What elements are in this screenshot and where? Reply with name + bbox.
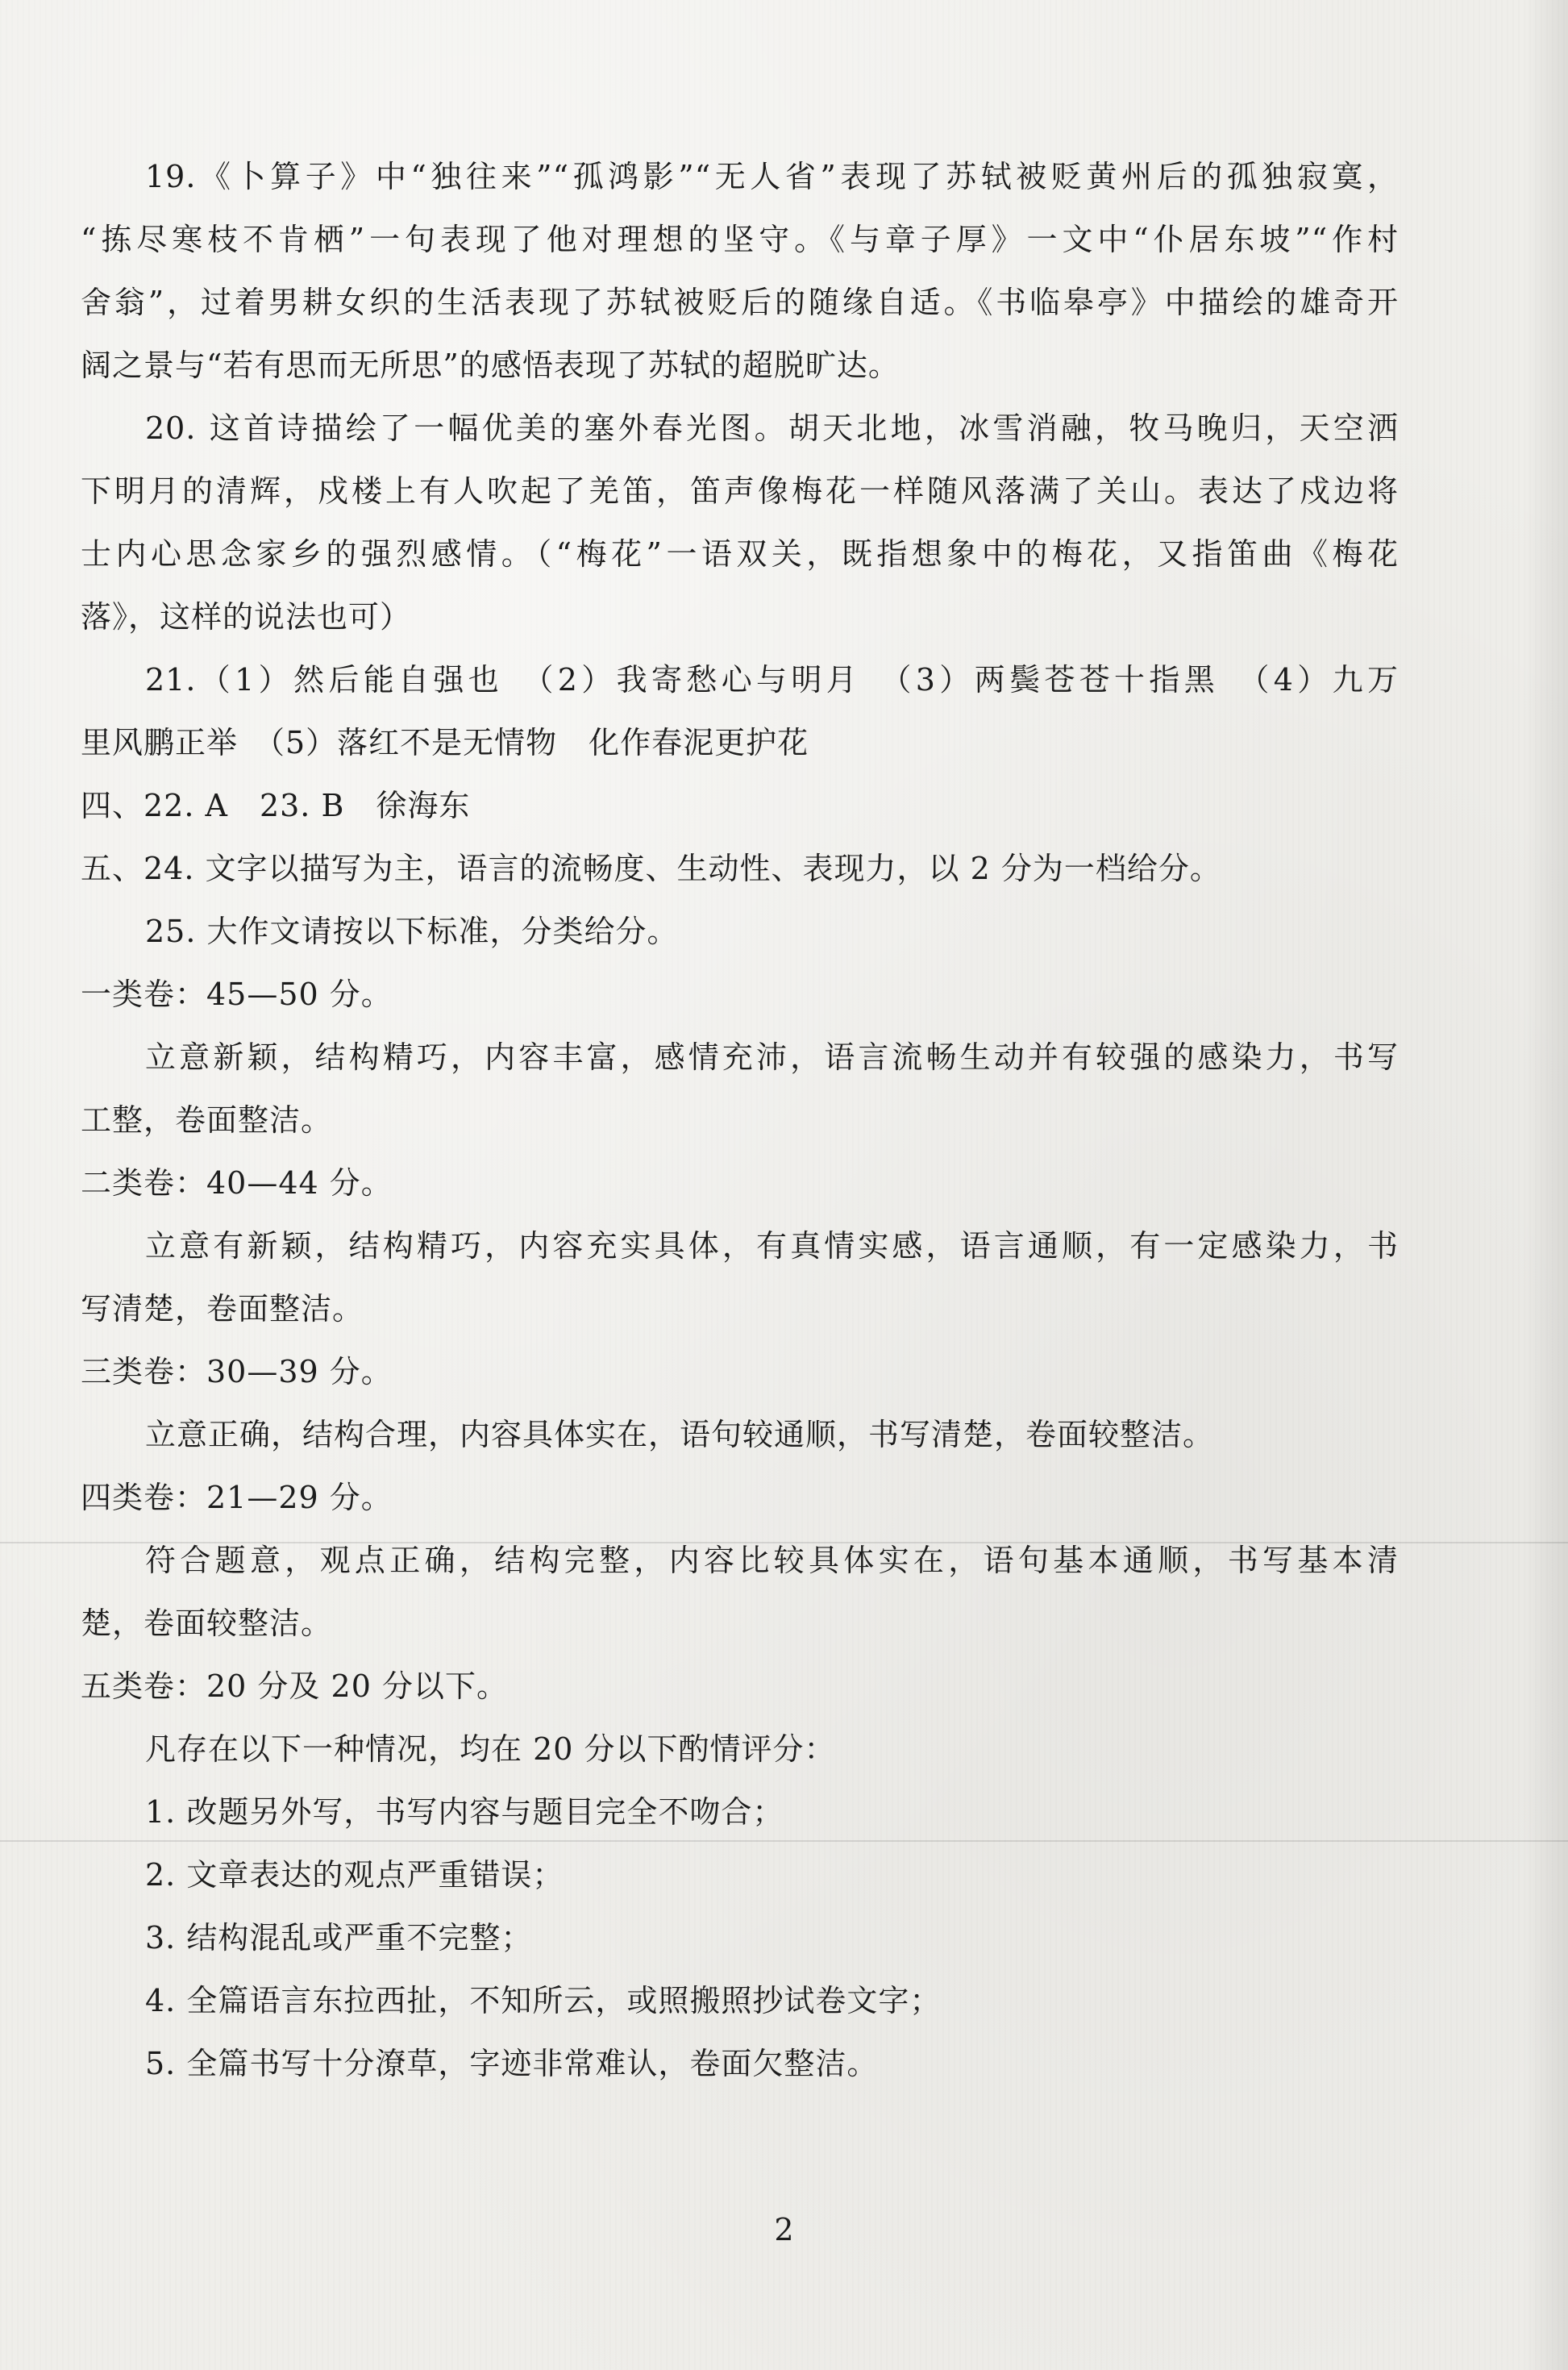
text-line: 士内心思念家乡的强烈感情。（“梅花”一语双关，既指想象中的梅花，又指笛曲《梅花 [81, 536, 1399, 572]
text-line: 四、22. A 23. B 徐海东 [81, 788, 471, 823]
text-line: 立意正确，结构合理，内容具体实在，语句较通顺，书写清楚，卷面较整洁。 [145, 1417, 1215, 1452]
text-line: 楚，卷面较整洁。 [81, 1606, 333, 1641]
text-line: 写清楚，卷面整洁。 [81, 1291, 364, 1327]
text-line: 舍翁”，过着男耕女织的生活表现了苏轼被贬后的随缘自适。《书临皋亭》中描绘的雄奇开 [81, 285, 1399, 320]
text-line: 立意有新颖，结构精巧，内容充实具体，有真情实感，语言通顺，有一定感染力，书 [145, 1228, 1399, 1264]
list-item: 4. 全篇语言东拉西扯，不知所云，或照搬照抄试卷文字； [145, 1983, 942, 2018]
grade-category-heading: 四类卷：21—29 分。 [81, 1480, 393, 1515]
text-line: 凡存在以下一种情况，均在 20 分以下酌情评分： [145, 1731, 836, 1767]
grade-category-heading: 一类卷：45—50 分。 [81, 977, 393, 1012]
text-line: 立意新颖，结构精巧，内容丰富，感情充沛，语言流畅生动并有较强的感染力，书写 [145, 1039, 1399, 1075]
text-line: 阔之景与“若有思而无所思”的感悟表现了苏轼的超脱旷达。 [81, 348, 900, 383]
list-item: 3. 结构混乱或严重不完整； [145, 1920, 533, 1956]
grade-category-heading: 二类卷：40—44 分。 [81, 1165, 393, 1201]
text-line: 符合题意，观点正确，结构完整，内容比较具体实在，语句基本通顺，书写基本清 [145, 1543, 1399, 1578]
text-line: 五、24. 文字以描写为主，语言的流畅度、生动性、表现力，以 2 分为一档给分。 [81, 851, 1221, 886]
text-line: 里风鹏正举 （5）落红不是无情物 化作春泥更护花 [81, 725, 809, 760]
text-line: 下明月的清辉，戍楼上有人吹起了羌笛，笛声像梅花一样随风落满了关山。表达了戍边将 [81, 473, 1399, 509]
text-line: 21.（1）然后能自强也 （2）我寄愁心与明月 （3）两鬓苍苍十指黑 （4）九万 [145, 662, 1399, 698]
text-line: 工整，卷面整洁。 [81, 1102, 333, 1138]
list-item: 2. 文章表达的观点严重错误； [145, 1857, 564, 1893]
text-line: 20. 这首诗描绘了一幅优美的塞外春光图。胡天北地，冰雪消融，牧马晚归，天空洒 [145, 410, 1399, 446]
text-line: 19.《卜算子》中“独往来”“孤鸿影”“无人省”表现了苏轼被贬黄州后的孤独寂寞， [145, 159, 1399, 194]
page-edge-shadow [1524, 0, 1568, 2370]
list-item: 5. 全篇书写十分潦草，字迹非常难认，卷面欠整洁。 [145, 2046, 879, 2081]
text-line: “拣尽寒枝不肯栖”一句表现了他对理想的坚守。《与章子厚》一文中“仆居东坡”“作村 [81, 222, 1399, 257]
text-line: 落》，这样的说法也可） [81, 599, 412, 635]
answer-key-content [81, 145, 1399, 2095]
list-item: 1. 改题另外写，书写内容与题目完全不吻合； [145, 1794, 784, 1830]
grade-category-heading: 五类卷：20 分及 20 分以下。 [81, 1668, 508, 1704]
page-number: 2 [774, 2212, 794, 2247]
text-line: 25. 大作文请按以下标准，分类给分。 [145, 914, 679, 949]
grade-category-heading: 三类卷：30—39 分。 [81, 1354, 393, 1389]
